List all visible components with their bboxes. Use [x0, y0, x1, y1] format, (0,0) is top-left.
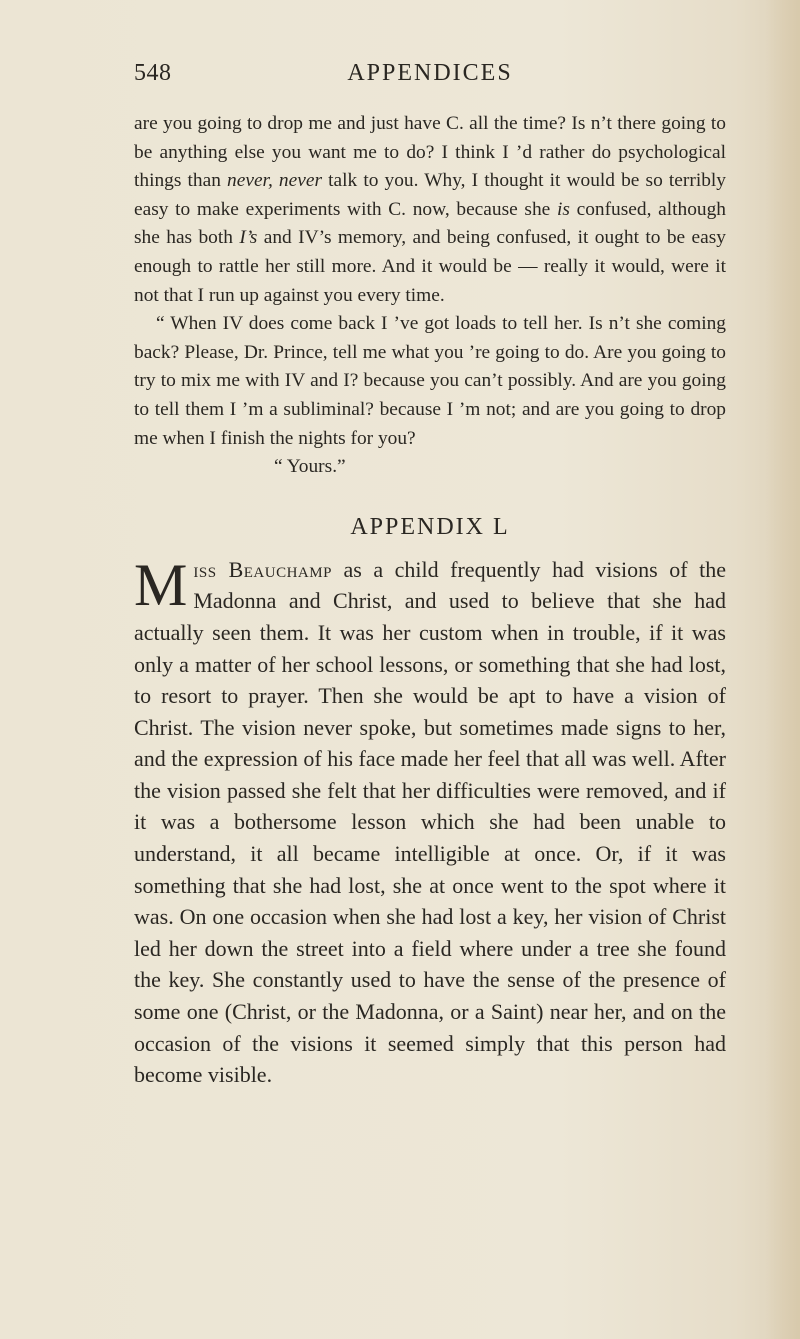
small-caps-name: iss Beauchamp: [193, 556, 332, 582]
emphasis-text: never, never: [227, 170, 322, 192]
emphasis-text: is: [556, 198, 570, 220]
drop-cap: M: [134, 551, 188, 618]
text-run: talk to you. Why, I thought it would be so terribly easy to make experiments with C. now, because she: [134, 170, 726, 220]
appendix-paragraph: [134, 551, 727, 1091]
page-number: 548: [134, 60, 172, 86]
letter-excerpt: [134, 110, 726, 482]
text-block: [134, 110, 726, 1091]
text-run: confused, although she has both: [134, 198, 726, 249]
text-run: and IV’s memory, and being confused, it ought to be easy enough to rattle her still more. And it would be — really it would, were it not that I run up against you every time.: [134, 227, 726, 306]
page-edge-shadow: [766, 0, 800, 1339]
text-run: are you going to drop me and just have C. all the time? Is n’t there going to be anything else you want me to do? I think I ’d rather do psychological things than: [134, 113, 726, 192]
letter-paragraph: “ When IV does come back I ’ve got loads to tell her. Is n’t she coming back? Please, Dr. Prince, tell me what you ’re going to do. Are you going to try to mix me with IV and I? because you can’t possibly. And are you going to tell them I ’m a subliminal? because I ’m not; and are you going to drop me when I finish the nights for you?: [134, 313, 726, 449]
running-head: [134, 60, 726, 100]
letter-signoff: “ Yours.”: [274, 456, 346, 478]
appendix-text: as a child frequently had visions of the Madonna and Christ, and used to believe that she had actually seen them. It was her custom when in trouble, if it was only a matter of her school lessons, or something that she had lost, to resort to prayer. Then she would be apt to have a vision of Christ. The vision never spoke, but sometimes made signs to her, and the expression of his face made her feel that all was well. After the vision passed she felt that her difficulties were removed, and if it was a bothersome lesson which she had been unable to understand, it all became intelligible at once. Or, if it was something that she had lost, she at once went to the spot where it was. On one occasion when she had lost a key, her vision of Christ led her down the street into a field where under a tree she found the key. She constantly used to have the sense of the presence of some one (Christ, or the Madonna, or a Saint) near her, and on the occasion of the visions it seemed simply that this person had become visible.: [134, 556, 727, 1088]
emphasis-text: I’s: [239, 227, 258, 249]
letter-paragraph: [134, 110, 726, 310]
appendix-heading: APPENDIX L: [350, 513, 510, 540]
running-title: APPENDICES: [347, 60, 513, 86]
